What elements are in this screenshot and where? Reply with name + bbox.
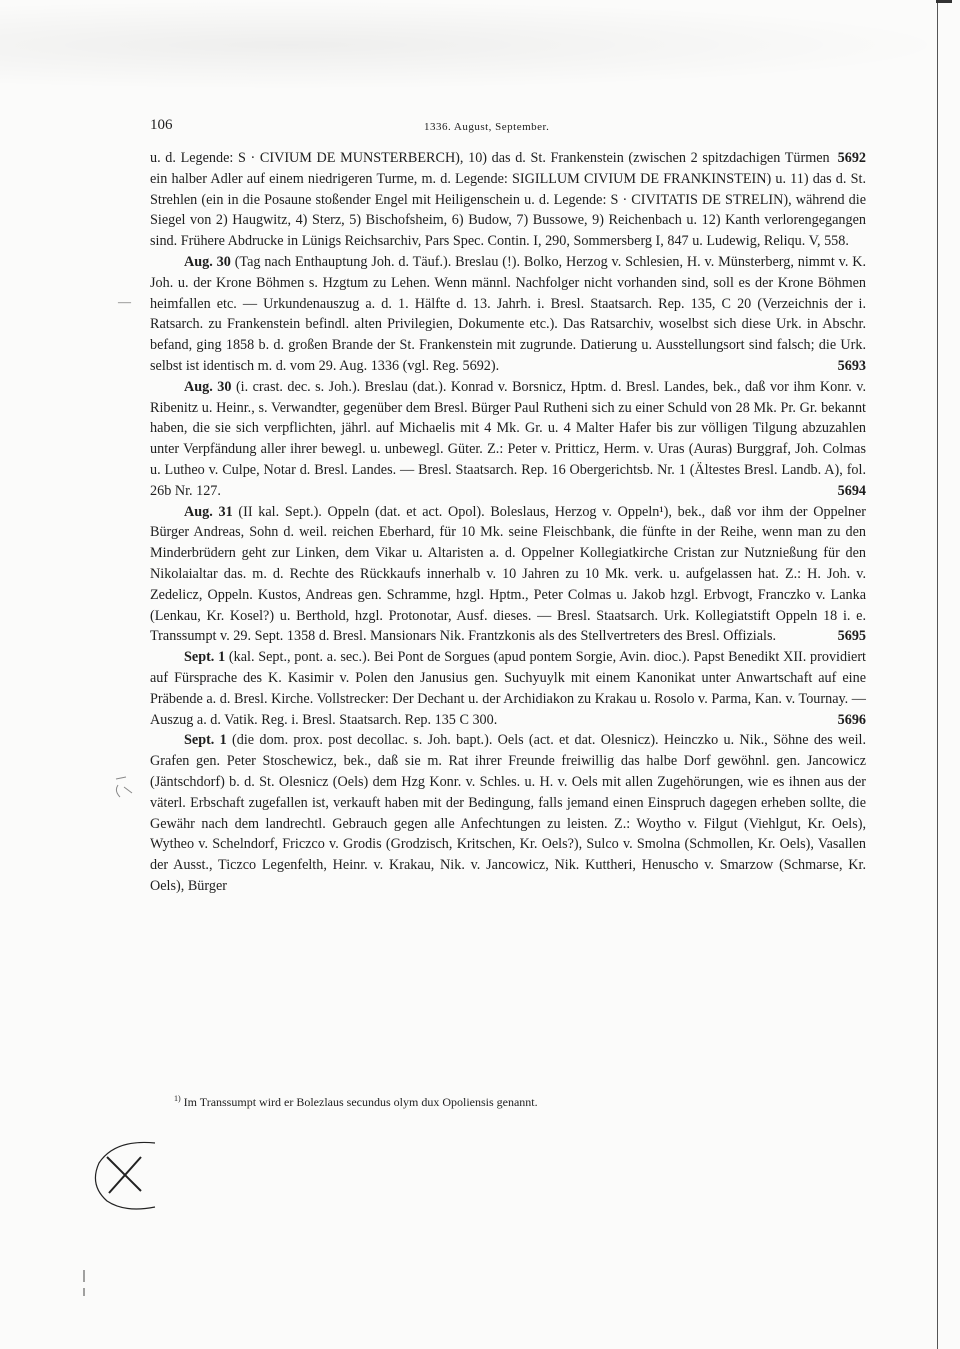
margin-tick-mark: [82, 1268, 86, 1298]
text-block: [150, 148, 866, 897]
page-edge-cap: [936, 0, 952, 43]
entry-text: (Tag nach Enthauptung Joh. d. Täuf.). Breslau (!). Bolko, Herzog v. Schlesien, H. v. Münsterberg, nimmt v. K. Joh. u. der Krone Böhmen s. Hzgtum zu Lehen. Wenn männl. Nachfolger nicht vorhanden sind, soll es der Krone Böhmen heimfallen etc. — Urkundenauszug a. d. 1. Hälfte d. 13. Jahrh. i. Bresl. Staatsarch. Rep. 135, C 20 (Verzeichnis der i. Ratsarch. zu Frankenstein befindl. alten Privilegien, Dokumente etc.). Das Ratsarchiv, woselbst sich diese Urk. in Abschr. befand, ging 1858 b. d. großen Brande der St. Frankenstein mit zugrunde. Datierung u. Ausstellungsort sind falsch; die Urk. selbst ist identisch m. d. vom 29. Aug. 1336 (vgl. Reg. 5692).: [150, 253, 867, 374]
register-number: 5692: [837, 150, 866, 166]
register-number: 5694: [837, 482, 866, 499]
entry-text: (kal. Sept., pont. a. sec.). Bei Pont de Sorgues (apud pontem Sorgie, Avin. dioc.). Papst Benedikt XII. providiert auf Fürsprache des K. Kasimir v. Polen den Janusius gen. Suchyuylk mit einem Kanonikat unter Anwartschaft auf eine Präbende a. d. Bresl. Kirche. Vollstrecker: Der Dechant u. der Archidiakon zu Krakau u. Rosolo v. Parma, Kan. v. Tournay. — Auszug a. d. Vatik. Reg. i. Bresl. Staatsarch. Rep. 135 C 300.: [150, 649, 866, 728]
register-number: 5693: [837, 357, 866, 374]
page-right-edge: [937, 0, 952, 1349]
register-number: 5695: [837, 628, 866, 645]
register-entry: [150, 252, 866, 377]
entry-text: (II kal. Sept.). Oppeln (dat. et act. Opol). Boleslaus, Herzog v. Oppeln¹), bek., daß vor ihm der Oppelner Bürger Andreas, Sohn d. weil. reichen Eberhard, für 10 Mk. seine Fleischbank, die fünfte in der Reihe, wenn man zu den Minderbrüdern geht zur Linken, dem Vikar u. Altaristen a. d. Oppelner Kollegiatkirche Cristan zur Nutznießung für den Nikolaialtar das. m. d. Rechte des Rückkaufs innerhalb v. 10 Jahren zu 10 Mk. verk. u. aufgelassen hat. Z.: H. Joh. v. Zedelicz, Oppeln. Kustos, Andreas gen. Schramme, hzgl. Hptm., Peter Colmas u. Jakob hzgl. Erbvogt, Franczko v. Lanka (Lenkau, Kr. Kosel?) u. Berthold, hzgl. Protonotar, Ausf. dieses. — Bresl. Staatsarch. Urk. Kollegiatstift Oppeln 18 i. e. Transsumpt v. 29. Sept. 1358 d. Bresl. Mansionars Nik. Frantzkonis als des Stellvertreters des Bresl. Offizials.: [150, 503, 867, 645]
footnote: [174, 1091, 864, 1110]
register-entry: [150, 148, 866, 252]
entry-text: (i. crast. dec. s. Joh.). Breslau (dat.). Konrad v. Borsnicz, Hptm. d. Bresl. Landes, bek., daß vor ihm Konr. v. Ribenitz u. Heinr., s. Verwandter, gegenüber dem Bresl. Bürger Paul Rutheni sich zu einer Schuld von 28 Mk. Pr. Gr. bekannt haben, die sie sich verpflichten, jährl. auf Michaelis mit 4 Mk. Gr. u. 4 Malter Hafer bis zur völligen Tilgung abzuzahlen unter Verpfändung aller ihrer bewegl. u. unbewegl. Güter. Z.: Peter v. Pritticz, Herm. v. Uras (Auras) Burggraf, Joh. Colmas u. Lutheo v. Culpe, Notar d. Bresl. Landes. — Bresl. Staatsarch. Rep. 16 Obergerichtsb. Nr. 1 (Ältestes Bresl. Landb. A), fol. 26b Nr. 127.: [150, 378, 867, 499]
circled-cross-icon: [85, 1135, 165, 1215]
page-header: [150, 117, 866, 139]
register-entry: [150, 502, 866, 648]
pencil-annotation-icon: [112, 773, 146, 803]
running-head: 1336. August, September.: [424, 121, 550, 133]
entry-date: Aug. 30: [184, 378, 232, 395]
register-entry: [150, 377, 866, 502]
entry-date: Aug. 30: [184, 253, 231, 270]
register-entry: [150, 647, 866, 730]
entry-date: Sept. 1: [184, 732, 227, 749]
scan-noise: [0, 0, 960, 90]
entry-date: Sept. 1: [184, 649, 226, 666]
margin-dash-mark: —: [118, 294, 131, 309]
entry-text: (die dom. prox. post decollac. s. Joh. bapt.). Oels (act. et dat. Olesnicz). Heinczko u. Nik., Söhne des weil. Grafen gen. Peter Stoschewicz, bek., daß sie m. Rat ihrer Freunde freiwillig das halbe Dorf gewöhnl. gen. Jancowicz (Jäntschdorf) b. d. St. Olesnicz (Oels) dem Hzg Konr. v. Schles. u. H. v. Oels mit allen Zugehörungen, wie es ihnen aus der väterl. Erbschaft zugefallen ist, verkauft haben mit der Bedingung, falls jemand einen Einspruch dagegen erheben sollte, die Gewähr nach dem landrechtl. Gebrauch gegen alle Anfechtungen zu leisten. Z.: Woytho v. Filgut (Viehlgut, Kr. Oels), Wytheo v. Schelndorf, Friczco v. Grodis (Grodzisch, Kritschen, Kr. Oels?), Sulco v. Smolna (Schmollen, Kr. Oels), Vasallen der Ausst., Ticzco Legenfelth, Heinr. v. Krakau, Nik. v. Jancowicz, Nik. Kuttheri, Henuscho v. Smarzow (Schmarse, Kr. Oels), Bürger: [150, 732, 866, 894]
register-number: 5696: [837, 711, 866, 728]
footnote-marker: 1): [174, 1094, 181, 1103]
entry-date: Aug. 31: [184, 503, 233, 520]
page-number: 106: [150, 117, 173, 133]
footnote-text: Im Transsumpt wird er Bolezlaus secundus olym dux Opoliensis genannt.: [183, 1095, 538, 1109]
entry-text: u. d. Legende: S · CIVIUM DE MUNSTERBERCH), 10) das d. St. Frankenstein (zwischen 2 spitzdachigen Türmen ein halber Adler auf einem niedrigeren Turme, m. d. Legende: SIGILLUM CIVIUM DE FRANKINSTEIN) u. 11) das d. St. Strehlen (ein in die Posaune stoßender Engel mit Heiligenschein u. d. Legende: S · CIVITATIS DE STRELIN), während die Siegel von 2) Haugwitz, 4) Sterz, 5) Bischofsheim, 6) Budow, 7) Bussowe, 9) Reichenbach u. 12) Kanth verlorengegangen sind. Frühere Abdrucke in Lünigs Reichsarchiv, Pars Spec. Contin. I, 290, Sommersberg I, 847 u. Ludewig, Reliqu. V, 558.: [150, 150, 866, 250]
register-entry: [150, 730, 866, 896]
